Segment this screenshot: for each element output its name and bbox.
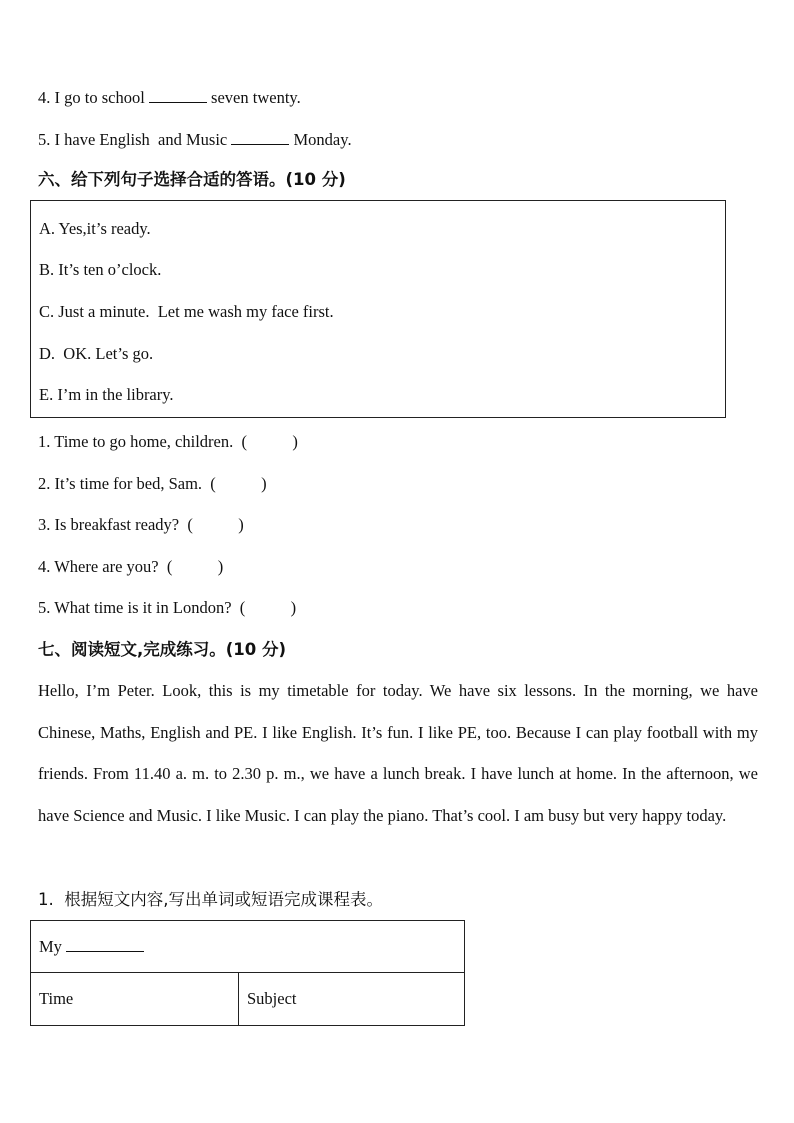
timetable xyxy=(30,920,465,1026)
timetable-title-cell xyxy=(31,921,465,973)
timetable-header-time: Time xyxy=(31,973,239,1026)
question-2[interactable]: 2. It’s time for bed, Sam. ( ) xyxy=(38,474,267,493)
timetable-header-subject: Subject xyxy=(239,973,465,1026)
fill-blank-4-post: seven twenty. xyxy=(206,88,301,107)
timetable-title-blank[interactable] xyxy=(66,937,144,952)
option-b: B. It’s ten o’clock. xyxy=(39,260,162,279)
section7-title: 七、阅读短文,完成练习。(10 分) xyxy=(38,640,287,659)
option-d: D. OK. Let’s go. xyxy=(39,344,154,363)
question-5[interactable]: 5. What time is it in London? ( ) xyxy=(38,598,297,617)
fill-blank-4 xyxy=(38,88,301,108)
question-1[interactable]: 1. Time to go home, children. ( ) xyxy=(38,432,298,451)
answer-blank[interactable] xyxy=(231,130,289,145)
answer-blank[interactable] xyxy=(149,88,207,103)
fill-blank-5-pre: 5. I have English and Music xyxy=(38,130,232,149)
task-1-instruction: 1. 根据短文内容,写出单词或短语完成课程表。 xyxy=(38,890,383,909)
reading-passage: Hello, I’m Peter. Look, this is my timetable for today. We have six lessons. In the morning, we have Chinese, Maths, English and PE. I like English. It’s fun. I like PE, too. Because I can play football with my friends. From 11.40 a. m. to 2.30 p. m., we have a lunch break. I have lunch at home. In the afternoon, we have Science and Music. I like Music. I can play the piano. That’s cool. I am busy but very happy today. xyxy=(38,681,758,825)
fill-blank-4-pre: 4. I go to school xyxy=(38,88,149,107)
option-c: C. Just a minute. Let me wash my face first. xyxy=(39,302,334,321)
options-box xyxy=(30,200,726,418)
fill-blank-5 xyxy=(38,130,352,150)
timetable-title-prefix: My xyxy=(39,936,67,956)
option-e: E. I’m in the library. xyxy=(39,385,174,404)
question-3[interactable]: 3. Is breakfast ready? ( ) xyxy=(38,515,244,534)
question-4[interactable]: 4. Where are you? ( ) xyxy=(38,557,224,576)
fill-blank-5-post: Monday. xyxy=(289,130,352,149)
section6-title: 六、给下列句子选择合适的答语。(10 分) xyxy=(38,170,346,189)
option-a: A. Yes,it’s ready. xyxy=(39,219,151,238)
